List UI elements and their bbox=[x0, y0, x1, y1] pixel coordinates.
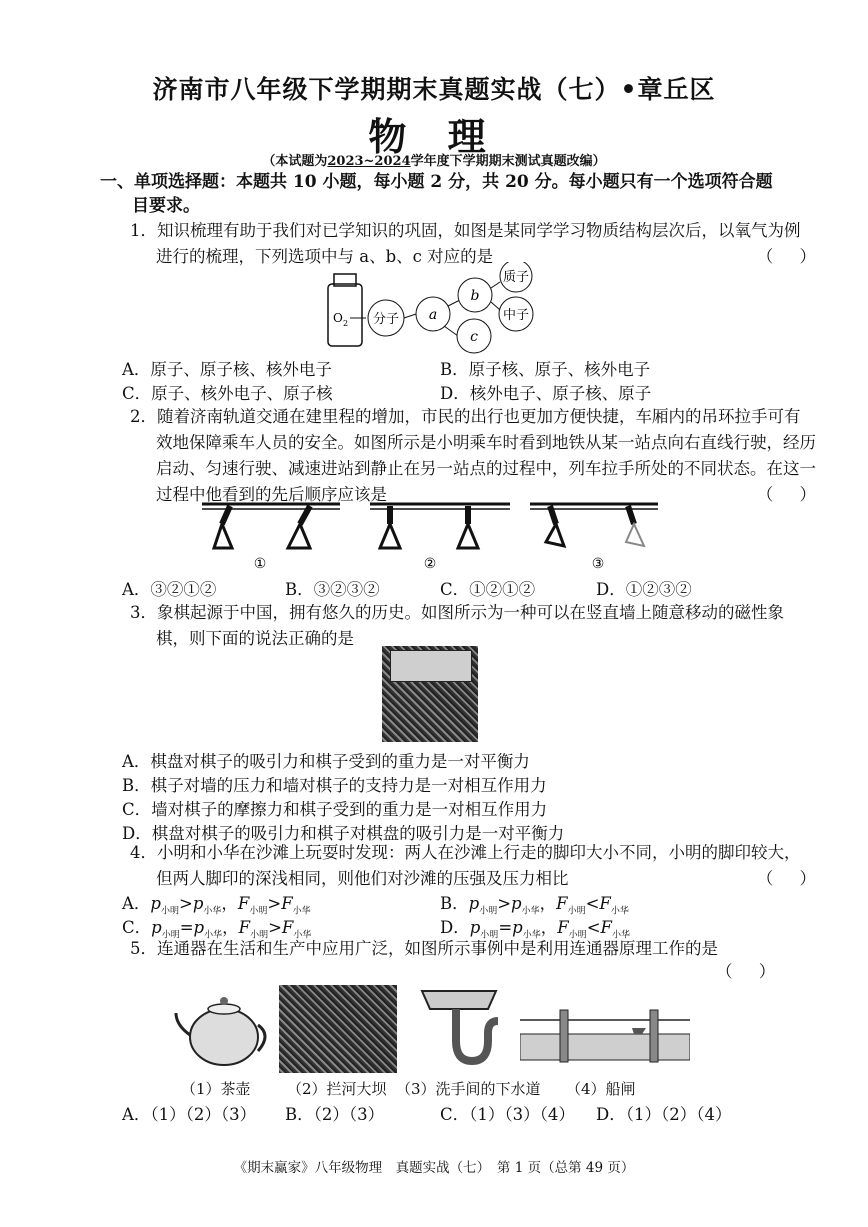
proton-node: 质子 bbox=[502, 270, 530, 285]
exam-title: 济南市八年级下学期期末真题实战（七）•章丘区 bbox=[152, 75, 716, 104]
question-1-stem: 1．知识梳理有助于我们对已学知识的巩固，如图是某同学学习物质结构层次后，以氧气为例进行的梳理，下列选项中与 a、b、c 对应的是 （ ） bbox=[130, 221, 816, 266]
q1-option-a[interactable]: A．原子、原子核、核外电子 bbox=[122, 360, 332, 379]
q2-option-c[interactable]: C．①②①② bbox=[440, 580, 536, 599]
grip-label-1: ① bbox=[253, 556, 267, 572]
q4-option-b[interactable]: B．$p_{小明}>p_{小华}$，$F_{小明}<F_{小华}$ bbox=[440, 894, 629, 917]
question-5-stem: 5．连通器在生活和生产中应用广泛，如图所示事例中是利用连通器原理工作的是 bbox=[130, 939, 718, 958]
caption-teapot: （1）茶壶 bbox=[181, 1080, 251, 1098]
q5-option-c[interactable]: C．（1）（3）（4） bbox=[440, 1105, 575, 1124]
page-footer: 《期末赢家》八年级物理 真题实战（七） 第 1 页（总第 49 页） bbox=[233, 1160, 635, 1176]
q5-answer-bracket: （ ） bbox=[716, 962, 776, 981]
ship-lock-image bbox=[520, 990, 690, 1070]
svg-text:2: 2 bbox=[343, 319, 349, 328]
q1-option-b[interactable]: B．原子核、原子、核外电子 bbox=[440, 360, 651, 379]
dam-photo bbox=[279, 985, 397, 1073]
q4-option-c[interactable]: C．$p_{小明}=p_{小华}$，$F_{小明}>F_{小华}$ bbox=[122, 918, 312, 941]
q2-option-b[interactable]: B．③②③② bbox=[285, 580, 380, 599]
node-a: a bbox=[428, 307, 438, 323]
q3-option-a[interactable]: A．棋盘对棋子的吸引力和棋子受到的重力是一对平衡力 bbox=[122, 752, 530, 771]
node-c: c bbox=[470, 329, 478, 345]
bottle-label: O bbox=[333, 311, 343, 325]
q3-option-c[interactable]: C．墙对棋子的摩擦力和棋子受到的重力是一对相互作用力 bbox=[122, 800, 548, 819]
q3-option-b[interactable]: B．棋子对墙的压力和墙对棋子的支持力是一对相互作用力 bbox=[122, 776, 547, 795]
q2-option-a[interactable]: A．③②①② bbox=[122, 580, 217, 599]
q2-option-d[interactable]: D．①②③② bbox=[596, 580, 692, 599]
sink-drain-image bbox=[416, 985, 502, 1073]
q1-option-d[interactable]: D．核外电子、原子核、原子 bbox=[440, 384, 652, 403]
question-4-stem: 4．小明和小华在沙滩上玩耍时发现：两人在沙滩上行走的脚印大小不同，小明的脚印较大，但两人脚印的深浅相同，则他们对沙滩的压强及压力相比 （ ） bbox=[130, 843, 816, 888]
q5-option-d[interactable]: D．（1）（2）（4） bbox=[596, 1105, 732, 1124]
molecule-node: 分子 bbox=[372, 312, 400, 327]
subject-title: 物 理 bbox=[368, 114, 500, 159]
q5-option-b[interactable]: B．（2）（3） bbox=[285, 1105, 385, 1124]
teapot-image bbox=[172, 985, 272, 1073]
node-b: b bbox=[470, 288, 480, 304]
exam-source-note: （本试题为2023~2024学年度下学期期末测试真题改编） bbox=[262, 154, 606, 169]
q4-option-a[interactable]: A．$p_{小明}>p_{小华}$，$F_{小明}>F_{小华}$ bbox=[122, 894, 311, 917]
grip-label-2: ② bbox=[423, 556, 437, 572]
q1-option-c[interactable]: C．原子、核外电子、原子核 bbox=[122, 384, 333, 403]
caption-drain: （3）洗手间的下水道 bbox=[396, 1080, 541, 1098]
q5-option-a[interactable]: A．（1）（2）（3） bbox=[122, 1105, 257, 1124]
section-heading: 一、单项选择题：本题共 10 小题，每小题 2 分，共 20 分。每小题只有一个选项符合题 目要求。 bbox=[100, 172, 773, 216]
neutron-node: 中子 bbox=[502, 308, 530, 323]
q4-option-d[interactable]: D．$p_{小明}=p_{小华}$，$F_{小明}<F_{小华}$ bbox=[440, 918, 630, 941]
q3-option-d[interactable]: D．棋盘对棋子的吸引力和棋子对棋盘的吸引力是一对平衡力 bbox=[122, 824, 565, 843]
question-2-stem: 2．随着济南轨道交通在建里程的增加，市民的出行也更加方便快捷，车厢内的吊环拉手可有效地保障乘车人员的安全。如图所示是小明乘车时看到地铁从某一站点向右直线行驶，经历启动、匀速行驶、减速进站到静止在另一站点的过程中，列车拉手所处的不同状态。在这一过程中他看到的先后顺序应该是 （ ） bbox=[130, 407, 816, 504]
matter-structure-diagram bbox=[320, 262, 560, 354]
magnetic-chess-photo bbox=[382, 646, 478, 742]
grip-label-3: ③ bbox=[591, 556, 605, 572]
caption-dam: （2）拦河大坝 bbox=[287, 1080, 387, 1098]
question-3-stem: 3．象棋起源于中国，拥有悠久的历史。如图所示为一种可以在竖直墙上随意移动的磁性象棋，则下面的说法正确的是 bbox=[130, 603, 784, 648]
caption-ship-lock: （4）船闸 bbox=[566, 1080, 636, 1098]
hand-grip-diagram bbox=[200, 494, 660, 572]
